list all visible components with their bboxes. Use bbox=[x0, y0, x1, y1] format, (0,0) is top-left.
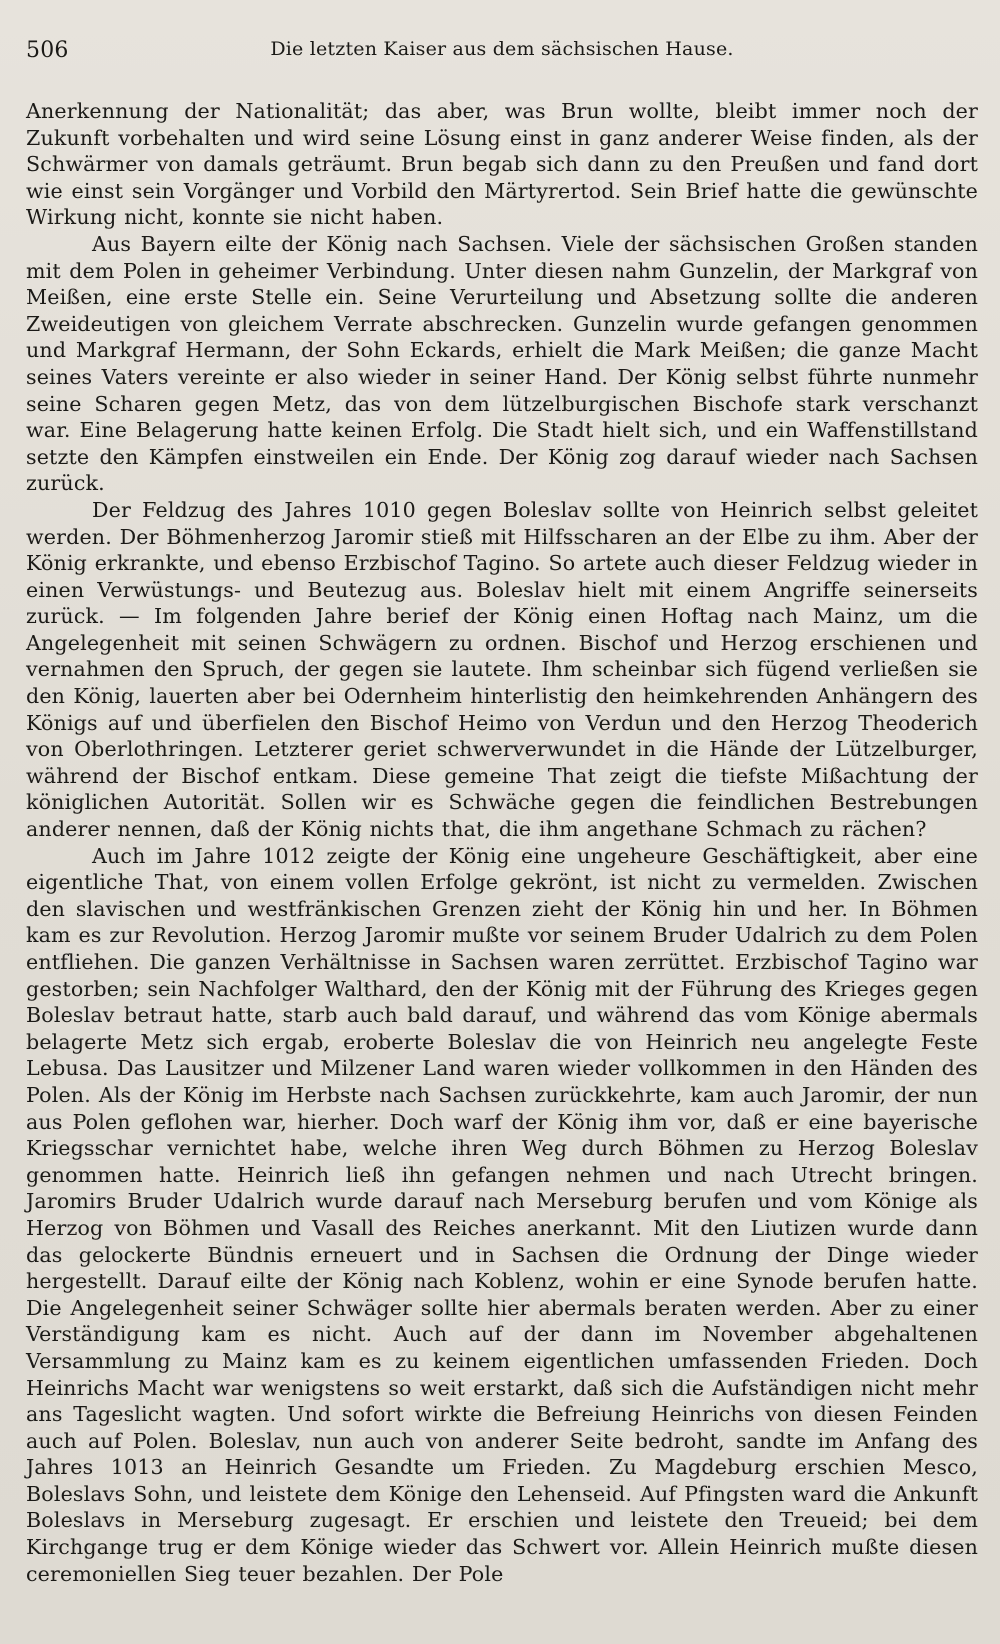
paragraph-2: Aus Bayern eilte der König nach Sachsen. Viele der sächsischen Großen standen mit dem Polen in geheimer Verbindung. Unter diesen nahm Gunzelin, der Markgraf von Meißen, eine erste Stelle ein. Seine Verurteilung und Absetzung sollte die anderen Zweideutigen von gleichem Verrate abschrecken. Gunzelin wurde gefangen genommen und Markgraf Hermann, der Sohn Eckards, erhielt die Mark Meißen; die ganze Macht seines Vaters vereinte er also wieder in seiner Hand. Der König selbst führte nunmehr seine Scharen gegen Metz, das von dem lützelburgischen Bischofe stark verschanzt war. Eine Belagerung hatte keinen Erfolg. Die Stadt hielt sich, und ein Waffenstillstand setzte den Kämpfen einstweilen ein Ende. Der König zog darauf wieder nach Sachsen zurück. bbox=[26, 231, 978, 496]
body-text bbox=[26, 98, 978, 1587]
paragraph-3: Der Feldzug des Jahres 1010 gegen Boleslav sollte von Heinrich selbst geleitet werden. Der Böhmenherzog Jaromir stieß mit Hilfsscharen an der Elbe zu ihm. Aber der König erkrankte, und ebenso Erzbischof Tagino. So artete auch dieser Feldzug wieder in einen Verwüstungs- und Beutezug aus. Boleslav hielt mit einem Angriffe seinerseits zurück. — Im folgenden Jahre berief der König einen Hoftag nach Mainz, um die Angelegenheit mit seinen Schwägern zu ordnen. Bischof und Herzog erschienen und vernahmen den Spruch, der gegen sie lautete. Ihm scheinbar sich fügend verließen sie den König, lauerten aber bei Odernheim hinterlistig den heimkehrenden Anhängern des Königs auf und überfielen den Bischof Heimo von Verdun und den Herzog Theoderich von Oberlothringen. Letzterer geriet schwerverwundet in die Hände der Lützelburger, während der Bischof entkam. Diese gemeine That zeigt die tiefste Mißachtung der königlichen Autorität. Sollen wir es Schwäche gegen die feindlichen Bestrebungen anderer nennen, daß der König nichts that, die ihm angethane Schmach zu rächen? bbox=[26, 497, 978, 842]
running-title: Die letzten Kaiser aus dem sächsischen Hause. bbox=[270, 38, 734, 60]
page-number: 506 bbox=[26, 38, 69, 63]
paragraph-4: Auch im Jahre 1012 zeigte der König eine ungeheure Geschäftigkeit, aber eine eigentliche That, von einem vollen Erfolge gekrönt, ist nicht zu vermelden. Zwischen den slavischen und westfränkischen Grenzen zieht der König hin und her. In Böhmen kam es zur Revolution. Herzog Jaromir mußte vor seinem Bruder Udalrich zu dem Polen entfliehen. Die ganzen Verhältnisse in Sachsen waren zerrüttet. Erzbischof Tagino war gestorben; sein Nachfolger Walthard, den der König mit der Führung des Krieges gegen Boleslav betraut hatte, starb auch bald darauf, und während das vom Könige abermals belagerte Metz sich ergab, eroberte Boleslav die von Heinrich neu angelegte Feste Lebusa. Das Lausitzer und Milzener Land waren wieder vollkommen in den Händen des Polen. Als der König im Herbste nach Sachsen zurückkehrte, kam auch Jaromir, der nun aus Polen geflohen war, hierher. Doch warf der König ihm vor, daß er eine bayerische Kriegsschar vernichtet habe, welche ihren Weg durch Böhmen zu Herzog Boleslav genommen hatte. Heinrich ließ ihn gefangen nehmen und nach Utrecht bringen. Jaromirs Bruder Udalrich wurde darauf nach Merseburg berufen und vom Könige als Herzog von Böhmen und Vasall des Reiches anerkannt. Mit den Liutizen wurde dann das gelockerte Bündnis erneuert und in Sachsen die Ordnung der Dinge wieder hergestellt. Darauf eilte der König nach Koblenz, wohin er eine Synode berufen hatte. Die Angelegenheit seiner Schwäger sollte hier abermals beraten werden. Aber zu einer Verständigung kam es nicht. Auch auf der dann im November abgehaltenen Versammlung zu Mainz kam es zu keinem eigentlichen umfassenden Frieden. Doch Heinrichs Macht war wenigstens so weit erstarkt, daß sich die Aufständigen nicht mehr ans Tageslicht wagten. Und sofort wirkte die Befreiung Heinrichs von diesen Feinden auch auf Polen. Boleslav, nun auch von anderer Seite bedroht, sandte im Anfang des Jahres 1013 an Heinrich Gesandte um Frieden. Zu Magdeburg erschien Mesco, Boleslavs Sohn, und leistete dem Könige den Lehenseid. Auf Pfingsten ward die Ankunft Boleslavs in Merseburg zugesagt. Er erschien und leistete den Treueid; bei dem Kirchgange trug er dem Könige wieder das Schwert vor. Allein Heinrich mußte diesen ceremoniellen Sieg teuer bezahlen. Der Pole bbox=[26, 843, 978, 1586]
running-head bbox=[26, 32, 978, 66]
paragraph-1: Anerkennung der Nationalität; das aber, was Brun wollte, bleibt immer noch der Zukunft vorbehalten und wird seine Lösung einst in ganz anderer Weise finden, als der Schwärmer von damals geträumt. Brun begab sich dann zu den Preußen und fand dort wie einst sein Vorgänger und Vorbild den Märtyrertod. Sein Brief hatte die gewünschte Wirkung nicht, konnte sie nicht haben. bbox=[26, 99, 978, 230]
